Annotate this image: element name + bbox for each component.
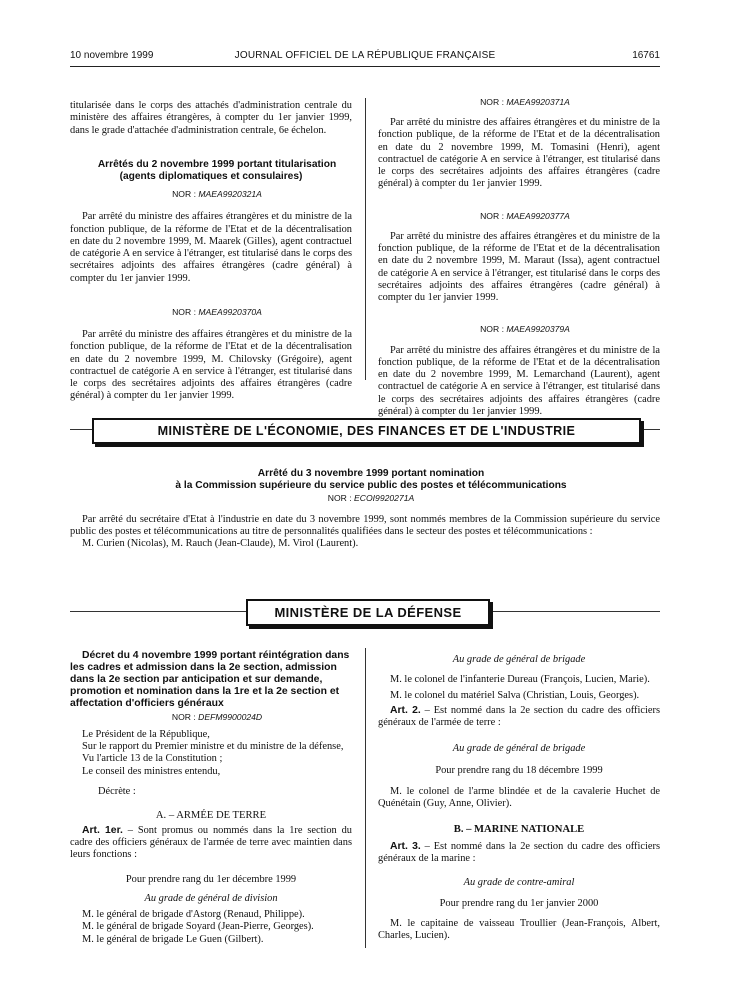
- defense-right-column: [378, 654, 660, 942]
- decrete: Décrète :: [98, 785, 136, 797]
- grade-contre-amiral: Au grade de contre-amiral: [463, 877, 575, 889]
- economie-section: [70, 468, 660, 550]
- arrete-title-nomination-line1: Arrêté du 3 novembre 1999 portant nomination: [257, 468, 485, 479]
- running-header: [70, 50, 660, 64]
- visa-president: Le Président de la République,: [82, 728, 210, 740]
- nor-label: NOR :: [172, 189, 196, 200]
- grade-general-brigade: Au grade de général de brigade: [452, 654, 586, 665]
- list-item: M. le général de brigade d'Astorg (Renaud, Philippe).: [82, 909, 305, 921]
- header-journal-title: JOURNAL OFFICIEL DE LA RÉPUBLIQUE FRANÇAISE: [234, 50, 496, 61]
- arrete-paragraph-maarek: Par arrêté du ministre des affaires étrangères et du ministre de la fonction publique, de la réforme de l'Etat et de la décentralisation en date du 2 novembre 1999, M. Maarek (Gilles), agent contractuel de catégorie A en service à l'étranger, est titularisé dans le corps des secrétaires adjoints des affaires étrangères (cadre général) à compter du 1er janvier 1999.: [70, 211, 352, 284]
- ministry-economie-name: MINISTÈRE DE L'ÉCONOMIE, DES FINANCES ET DE L'INDUSTRIE: [157, 424, 576, 438]
- rule-right: [642, 429, 660, 430]
- arrete-paragraph-maraut: Par arrêté du ministre des affaires étrangères et du ministre de la fonction publique, de la réforme de l'Etat et de la décentralisation en date du 2 novembre 1999, M. Maraut (Issa), agent contractuel de catégorie A en service à l'étranger, est titularisé dans le corps des secrétaires adjoints des affaires étrangères (cadre général) à compter du 1er janvier 1999.: [378, 230, 660, 304]
- top-left-column: [70, 100, 352, 403]
- article-3: [378, 841, 660, 866]
- rang-1-janvier: Pour prendre rang du 1er janvier 2000: [439, 897, 599, 909]
- nor-reference: [70, 712, 352, 722]
- article-2-label: Art. 2.: [390, 704, 421, 716]
- nor-label: NOR :: [480, 97, 504, 107]
- rule-right: [491, 611, 660, 612]
- nor-reference: [70, 189, 352, 199]
- arrete-paragraph-tomasini: Par arrêté du ministre des affaires étrangères et du ministre de la fonction publique, de la réforme de l'Etat et de la décentralisation en date du 2 novembre 1999, M. Tomasini (Henri), agent contractuel de catégorie A en service à l'étranger, est titularisé dans le corps des secrétaires adjoints des affaires étrangères (cadre général) à compter du 1er janvier 1999.: [378, 117, 660, 190]
- list-item: M. le colonel de l'infanterie Dureau (François, Lucien, Marie).: [390, 674, 650, 686]
- arrete-title-titularisation: Arrêtés du 2 novembre 1999 portant titularisation (agents diplomatiques et consulaires): [97, 158, 337, 183]
- nor-reference: [378, 324, 660, 334]
- nor-code: DEFM9900024D: [198, 711, 263, 722]
- section-marine-nationale: B. – MARINE NATIONALE: [453, 824, 585, 836]
- nor-code: MAEA9920379A: [506, 324, 570, 335]
- arrete-paragraph-chilovsky: Par arrêté du ministre des affaires étrangères et du ministre de la fonction publique, de la réforme de l'Etat et de la décentralisation en date du 2 novembre 1999, M. Chilovsky (Grégoire), agent contractuel de catégorie A en service à l'étranger, est titularisé dans le corps des secrétaires adjoints des affaires étrangères (cadre général) à compter du 1er janvier 1999.: [70, 329, 352, 402]
- nor-label: NOR :: [480, 210, 504, 221]
- nor-label: NOR :: [327, 493, 352, 504]
- arrete-paragraph-commission: Par arrêté du secrétaire d'Etat à l'industrie en date du 3 novembre 1999, sont nommés membres de la Commission supérieure du service public des postes et télécommunications au titre de personnalités qualifiées dans le secteur des postes et télécommunications :: [70, 513, 660, 537]
- nor-code: ECOI9920271A: [354, 493, 415, 504]
- grade-general-division: Au grade de général de division: [144, 892, 278, 904]
- nor-reference: [70, 307, 352, 317]
- rang-1-decembre: Pour prendre rang du 1er décembre 1999: [125, 873, 297, 885]
- top-right-column: [378, 97, 660, 418]
- article-3-text: – Est nommé dans la 2e section du cadre des officiers généraux de la marine :: [378, 840, 660, 865]
- header-page-number: 16761: [632, 50, 660, 61]
- list-item: M. le général de brigade Soyard (Jean-Pierre, Georges).: [82, 921, 314, 933]
- column-divider-bottom: [365, 648, 366, 948]
- visa-constitution: Vu l'article 13 de la Constitution ;: [82, 753, 223, 765]
- arrete-title-nomination-line2: à la Commission supérieure du service public des postes et télécommunications: [175, 480, 567, 492]
- nor-code: MAEA9920371A: [506, 97, 570, 107]
- section-armee-de-terre: A. – ARMÉE DE TERRE: [155, 810, 267, 822]
- arrete-paragraph-lemarchand: Par arrêté du ministre des affaires étrangères et du ministre de la fonction publique, de la réforme de l'Etat et de la décentralisation en date du 2 novembre 1999, M. Lemarchand (Laurent), agent contractuel de catégorie A en service à l'étranger, est titularisé dans le corps des secrétaires adjoints des affaires étrangères (cadre général) à compter du 1er janvier 1999.: [378, 344, 660, 417]
- nor-code: MAEA9920377A: [506, 210, 570, 221]
- commission-members: M. Curien (Nicolas), M. Rauch (Jean-Claude), M. Virol (Laurent).: [82, 538, 359, 550]
- nor-reference: [378, 211, 660, 221]
- nor-reference: [70, 493, 660, 503]
- nor-label: NOR :: [171, 711, 196, 722]
- header-rule: [70, 66, 660, 67]
- nor-label: NOR :: [480, 324, 504, 335]
- article-2: [378, 705, 660, 730]
- visa-rapport: Sur le rapport du Premier ministre et du ministre de la défense,: [82, 741, 344, 753]
- list-item: M. le colonel du matériel Salva (Christian, Louis, Georges).: [390, 689, 640, 701]
- list-item: M. le capitaine de vaisseau Troullier (Jean-François, Albert, Charles, Lucien).: [378, 917, 660, 942]
- column-divider-top: [365, 98, 366, 380]
- article-3-label: Art. 3.: [390, 840, 421, 852]
- rule-left: [70, 429, 92, 430]
- rang-18-decembre: Pour prendre rang du 18 décembre 1999: [435, 764, 603, 776]
- ministry-defense-name: MINISTÈRE DE LA DÉFENSE: [274, 605, 462, 620]
- list-item: M. le général de brigade Le Guen (Gilbert).: [82, 933, 264, 945]
- visa-conseil: Le conseil des ministres entendu,: [82, 765, 221, 777]
- nor-label: NOR :: [172, 307, 196, 317]
- nor-code: MAEA9920321A: [198, 189, 262, 200]
- ministry-defense-banner: [246, 599, 490, 626]
- continuation-paragraph: titularisée dans le corps des attachés d'administration centrale du ministère des affaires étrangères, à compter du 1er janvier 1999, dans le grade d'attachée d'administration centrale, 6e échelon.: [70, 100, 352, 136]
- nor-reference: [378, 97, 660, 107]
- decret-title: Décret du 4 novembre 1999 portant réintégration dans les cadres et admission dans la 2e section, admission dans la 2e section par anticipation et sur demande, promotion et nomination dans la 1re et la 2e section et affectation d'officiers généraux: [70, 650, 350, 709]
- article-1-label: Art. 1er.: [82, 824, 123, 836]
- nor-code: MAEA9920370A: [198, 307, 262, 317]
- list-item: M. le colonel de l'arme blindée et de la cavalerie Huchet de Quénétain (Guy, Anne, Olivier).: [378, 785, 660, 810]
- article-1: [70, 825, 352, 862]
- header-date: 10 novembre 1999: [70, 50, 154, 61]
- grade-general-brigade: Au grade de général de brigade: [452, 743, 586, 755]
- article-2-text: – Est nommé dans la 2e section du cadre des officiers généraux de l'armée de terre :: [378, 704, 660, 729]
- defense-left-column: [70, 650, 352, 946]
- ministry-economie-banner: [92, 418, 641, 444]
- article-1-text: – Sont promus ou nommés dans la 1re section du cadre des officiers généraux de l'armée de terre avec maintien dans leurs fonctions :: [70, 824, 352, 861]
- rule-left: [70, 611, 246, 612]
